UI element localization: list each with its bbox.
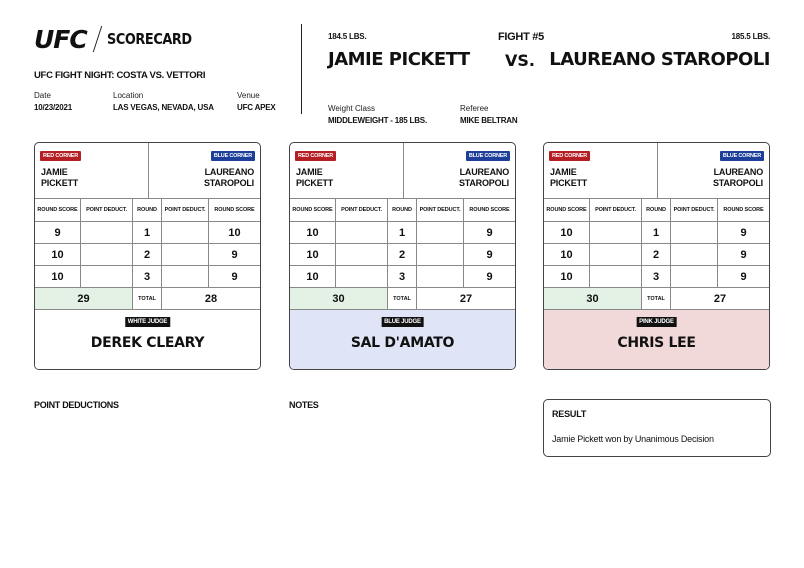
red-point-deduction — [81, 222, 133, 244]
score-grid — [35, 199, 260, 288]
red-point-deduction — [590, 266, 642, 288]
event-name: UFC FIGHT NIGHT: COSTA VS. VETTORI — [34, 70, 206, 81]
blue-corner-name: LAUREANO STAROPOLI — [203, 167, 254, 188]
col-header: ROUND SCORE — [290, 199, 336, 222]
round-number: 3 — [388, 266, 417, 288]
col-header: ROUND — [133, 199, 162, 222]
blue-round-score: 9 — [209, 244, 260, 266]
logo-divider — [93, 26, 102, 52]
round-number: 1 — [133, 222, 162, 244]
red-corner-name: JAMIE PICKETT — [41, 167, 79, 188]
judge-name: DEREK CLEARY — [90, 335, 205, 351]
total-row — [35, 288, 260, 310]
red-corner-badge: RED CORNER — [295, 151, 336, 161]
col-header: ROUND SCORE — [35, 199, 81, 222]
header-divider — [301, 24, 302, 114]
blue-round-score: 9 — [464, 266, 515, 288]
result-box — [543, 399, 771, 457]
blue-round-score: 9 — [464, 222, 515, 244]
red-point-deduction — [81, 266, 133, 288]
red-total: 30 — [290, 288, 388, 309]
blue-point-deduction — [417, 244, 464, 266]
blue-corner-badge: BLUE CORNER — [466, 151, 510, 161]
blue-total: 27 — [713, 292, 727, 305]
red-corner-name: JAMIE PICKETT — [550, 167, 588, 188]
round-number: 2 — [642, 244, 671, 266]
red-point-deduction — [336, 266, 388, 288]
red-round-score: 10 — [544, 244, 590, 266]
judge-scorecard — [543, 142, 770, 370]
blue-total: 28 — [204, 292, 218, 305]
scorecard-title: SCORECARD — [106, 30, 192, 48]
red-total: 30 — [544, 288, 642, 309]
blue-round-score: 9 — [718, 222, 769, 244]
referee-value: MIKE BELTRAN — [460, 116, 518, 125]
blue-corner-name: LAUREANO STAROPOLI — [712, 167, 763, 188]
brand — [34, 24, 284, 54]
col-header: POINT DEDUCT. — [162, 199, 209, 222]
col-header: ROUND SCORE — [544, 199, 590, 222]
location-label: Location — [113, 91, 144, 100]
judge-scorecard — [289, 142, 516, 370]
round-number: 1 — [642, 222, 671, 244]
blue-point-deduction — [162, 244, 209, 266]
referee-label: Referee — [460, 104, 489, 113]
red-weight: 184.5 LBS. — [328, 32, 367, 41]
blue-fighter-name: LAUREANO STAROPOLI — [549, 49, 770, 70]
blue-point-deduction — [671, 266, 718, 288]
blue-point-deduction — [417, 222, 464, 244]
blue-round-score: 9 — [464, 244, 515, 266]
round-number: 3 — [642, 266, 671, 288]
judge-name: CHRIS LEE — [617, 335, 696, 351]
date-value: 10/23/2021 — [34, 103, 73, 112]
venue-label: Venue — [237, 91, 260, 100]
blue-round-score: 9 — [718, 244, 769, 266]
corner-header — [290, 143, 515, 199]
blue-point-deduction — [671, 244, 718, 266]
weight-class-value: MIDDLEWEIGHT - 185 LBS. — [328, 116, 427, 125]
score-grid — [544, 199, 769, 288]
judge-name: SAL D'AMATO — [350, 335, 455, 351]
col-header: ROUND — [388, 199, 417, 222]
header-left — [34, 24, 284, 112]
location-value: LAS VEGAS, NEVADA, USA — [113, 103, 214, 112]
red-point-deduction — [336, 244, 388, 266]
blue-round-score: 9 — [209, 266, 260, 288]
red-point-deduction — [81, 244, 133, 266]
blue-corner-badge: BLUE CORNER — [211, 151, 255, 161]
fight-number: FIGHT #5 — [498, 31, 544, 43]
round-number: 1 — [388, 222, 417, 244]
round-number: 2 — [388, 244, 417, 266]
red-round-score: 10 — [544, 266, 590, 288]
blue-point-deduction — [671, 222, 718, 244]
blue-weight: 185.5 LBS. — [731, 32, 770, 41]
blue-round-score: 10 — [209, 222, 260, 244]
col-header: POINT DEDUCT. — [336, 199, 388, 222]
corner-header — [35, 143, 260, 199]
judge-section — [544, 310, 769, 369]
col-header: POINT DEDUCT. — [671, 199, 718, 222]
col-header: POINT DEDUCT. — [590, 199, 642, 222]
red-round-score: 10 — [290, 222, 336, 244]
venue-value: UFC APEX — [237, 103, 276, 112]
judge-badge: WHITE JUDGE — [125, 317, 170, 327]
result-title: RESULT — [552, 409, 587, 419]
total-label: TOTAL — [642, 288, 671, 309]
red-point-deduction — [336, 222, 388, 244]
judge-section — [290, 310, 515, 369]
header-right — [328, 24, 770, 124]
date-label: Date — [34, 91, 51, 100]
score-grid — [290, 199, 515, 288]
blue-point-deduction — [162, 222, 209, 244]
ufc-logo: UFC — [34, 24, 87, 54]
total-row — [544, 288, 769, 310]
notes-heading: NOTES — [289, 400, 319, 410]
corner-header — [544, 143, 769, 199]
red-corner-name: JAMIE PICKETT — [296, 167, 334, 188]
red-corner-badge: RED CORNER — [549, 151, 590, 161]
vs-label: VS. — [505, 51, 535, 70]
red-total: 29 — [35, 288, 133, 309]
round-number: 3 — [133, 266, 162, 288]
blue-point-deduction — [162, 266, 209, 288]
col-header: POINT DEDUCT. — [81, 199, 133, 222]
result-text: Jamie Pickett won by Unanimous Decision — [552, 434, 714, 444]
col-header: ROUND SCORE — [209, 199, 260, 222]
blue-corner-name: LAUREANO STAROPOLI — [458, 167, 509, 188]
red-round-score: 10 — [290, 266, 336, 288]
red-round-score: 10 — [35, 244, 81, 266]
total-label: TOTAL — [133, 288, 162, 309]
judge-section — [35, 310, 260, 369]
red-round-score: 10 — [35, 266, 81, 288]
blue-round-score: 9 — [718, 266, 769, 288]
judge-scorecard — [34, 142, 261, 370]
judge-badge: PINK JUDGE — [636, 317, 677, 327]
red-fighter-name: JAMIE PICKETT — [328, 49, 470, 70]
blue-corner-badge: BLUE CORNER — [720, 151, 764, 161]
red-point-deduction — [590, 244, 642, 266]
col-header: ROUND SCORE — [464, 199, 515, 222]
total-label: TOTAL — [388, 288, 417, 309]
judge-badge: BLUE JUDGE — [381, 317, 424, 327]
col-header: POINT DEDUCT. — [417, 199, 464, 222]
weight-class-label: Weight Class — [328, 104, 375, 113]
red-corner-badge: RED CORNER — [40, 151, 81, 161]
point-deductions-heading: POINT DEDUCTIONS — [34, 400, 119, 410]
red-point-deduction — [590, 222, 642, 244]
col-header: ROUND SCORE — [718, 199, 769, 222]
blue-point-deduction — [417, 266, 464, 288]
col-header: ROUND — [642, 199, 671, 222]
total-row — [290, 288, 515, 310]
red-round-score: 10 — [544, 222, 590, 244]
red-round-score: 10 — [290, 244, 336, 266]
round-number: 2 — [133, 244, 162, 266]
blue-total: 27 — [459, 292, 473, 305]
red-round-score: 9 — [35, 222, 81, 244]
